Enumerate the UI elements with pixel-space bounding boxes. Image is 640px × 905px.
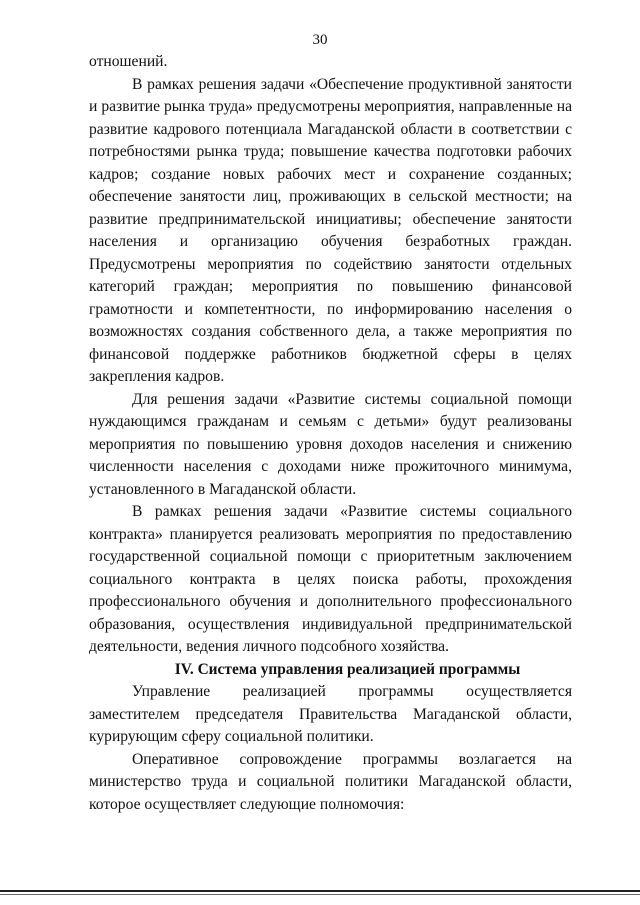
paragraph-employment-task: В рамках решения задачи «Обеспечение продуктивной занятости и развитие рынка труда» предусмотрены мероприятия, направленные на развитие кадрового потенциала Магаданской области в соответствии с потребностями рынка труда; повышение качества подготовки рабочих кадров; создание новых рабочих мест и сохранение созданных; обеспечение занятости лиц, проживающих в сельской местности; на развитие предпринимательской инициативы; обеспечение занятости населения и организацию обучения безработных граждан. Предусмотрены мероприятия по содействию занятости отдельных категорий граждан; мероприятия по повышению финансовой грамотности и компетентности, по информированию населения о возможностях создания собственного дела, а также мероприятия по финансовой поддержке работников бюджетной сферы в целях закрепления кадров. <box>89 75 572 385</box>
document-body <box>89 51 572 816</box>
page-bottom-edge-shadow <box>0 894 640 895</box>
paragraph-social-assistance-task: Для решения задачи «Развитие системы социальной помощи нуждающимся гражданам и семьям с детьми» будут реализованы мероприятия по повышению уровня доходов населения и снижению численности населения с доходами ниже прожиточного минимума, установленного в Магаданской области. <box>89 390 572 498</box>
paragraph-operational-support: Оперативное сопровождение программы возлагается на министерство труда и социальной политики Магаданской области, которое осуществляет следующие полномочия: <box>89 750 572 813</box>
section-heading: IV. Система управления реализацией программы <box>174 660 521 678</box>
page-bottom-edge <box>0 890 640 892</box>
paragraph-program-management: Управление реализацией программы осуществляется заместителем председателя Правительства Магаданской области, курирующим сферу социальной политики. <box>89 683 572 745</box>
page-number: 30 <box>312 32 328 48</box>
paragraph-continuation: отношений. <box>89 53 168 70</box>
paragraph-social-contract-task: В рамках решения задачи «Развитие системы социального контракта» планируется реализовать мероприятия по предоставлению государственной социальной помощи с приоритетным заключением социального контракта в целях поиска работы, прохождения профессионального обучения и дополнительного профессионального образования, осуществления индивидуальной предпринимательской деятельности, ведения личного подсобного хозяйства. <box>89 503 572 655</box>
